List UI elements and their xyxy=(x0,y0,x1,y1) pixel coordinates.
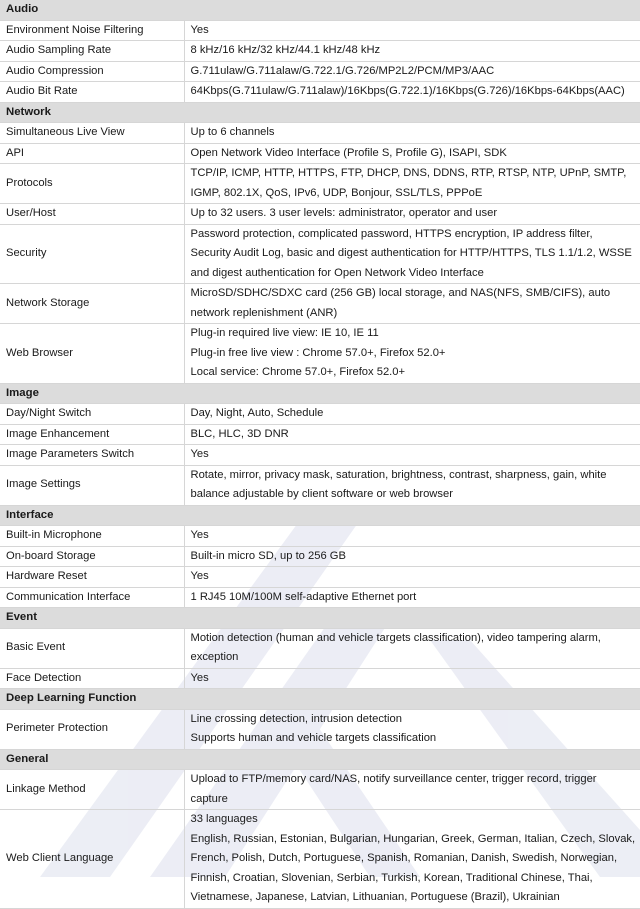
row-value-line: Password protection, complicated password, HTTPS encryption, IP address filter, xyxy=(191,225,640,245)
row-value-line: Day, Night, Auto, Schedule xyxy=(191,404,640,424)
row-value-line: Up to 32 users. 3 user levels: administrator, operator and user xyxy=(191,204,640,224)
row-value-line: G.711ulaw/G.711alaw/G.722.1/G.726/MP2L2/PCM/MP3/AAC xyxy=(191,62,640,82)
row-value xyxy=(184,628,640,668)
row-value xyxy=(184,404,640,425)
row-value-line: Finnish, Croatian, Slovenian, Serbian, Turkish, Korean, Traditional Chinese, Thai, xyxy=(191,869,640,889)
table-row xyxy=(0,445,640,466)
row-value xyxy=(184,82,640,103)
row-value-line: capture xyxy=(191,790,640,810)
row-value xyxy=(184,810,640,909)
row-label: Image Enhancement xyxy=(0,424,184,445)
row-value-line: Security Audit Log, basic and digest authentication for HTTP/HTTPS, TLS 1.1/1.2, WSSE xyxy=(191,244,640,264)
row-label: Perimeter Protection xyxy=(0,709,184,749)
row-value xyxy=(184,204,640,225)
table-row xyxy=(0,709,640,749)
row-value-line: Supports human and vehicle targets classification xyxy=(191,729,640,749)
table-row xyxy=(0,224,640,284)
row-value xyxy=(184,465,640,505)
section-header-row xyxy=(0,102,640,123)
section-title: Interface xyxy=(0,505,640,526)
row-value-line: 8 kHz/16 kHz/32 kHz/44.1 kHz/48 kHz xyxy=(191,41,640,61)
row-value xyxy=(184,164,640,204)
row-value-line: MicroSD/SDHC/SDXC card (256 GB) local storage, and NAS(NFS, SMB/CIFS), auto xyxy=(191,284,640,304)
row-value-line: exception xyxy=(191,648,640,668)
section-header-row xyxy=(0,689,640,710)
row-value xyxy=(184,668,640,689)
row-value-line: Motion detection (human and vehicle targets classification), video tampering alarm, xyxy=(191,629,640,649)
row-value xyxy=(184,224,640,284)
row-value-line: Local service: Chrome 57.0+, Firefox 52.0+ xyxy=(191,363,640,383)
section-title: Network xyxy=(0,102,640,123)
row-value xyxy=(184,424,640,445)
table-row xyxy=(0,61,640,82)
row-value xyxy=(184,61,640,82)
table-row xyxy=(0,810,640,909)
row-value-line: English, Russian, Estonian, Bulgarian, Hungarian, Greek, German, Italian, Czech, Slovak, xyxy=(191,830,640,850)
row-label: Image Parameters Switch xyxy=(0,445,184,466)
row-value xyxy=(184,526,640,547)
row-label: API xyxy=(0,143,184,164)
row-value-line: Upload to FTP/memory card/NAS, notify surveillance center, trigger record, trigger xyxy=(191,770,640,790)
row-value-line: IGMP, 802.1X, QoS, IPv6, UDP, Bonjour, SSL/TLS, PPPoE xyxy=(191,184,640,204)
table-row xyxy=(0,143,640,164)
table-row xyxy=(0,41,640,62)
row-value-line: Rotate, mirror, privacy mask, saturation, brightness, contrast, sharpness, gain, white xyxy=(191,466,640,486)
row-value-line: BLC, HLC, 3D DNR xyxy=(191,425,640,445)
row-label: Communication Interface xyxy=(0,587,184,608)
row-value xyxy=(184,770,640,810)
table-row xyxy=(0,20,640,41)
table-row xyxy=(0,204,640,225)
row-value-line: 64Kbps(G.711ulaw/G.711alaw)/16Kbps(G.722.1)/16Kbps(G.726)/16Kbps-64Kbps(AAC) xyxy=(191,82,640,102)
row-value-line: Plug-in required live view: IE 10, IE 11 xyxy=(191,324,640,344)
row-value xyxy=(184,324,640,384)
row-value-line: Plug-in free live view : Chrome 57.0+, Firefox 52.0+ xyxy=(191,344,640,364)
row-label: Day/Night Switch xyxy=(0,404,184,425)
row-label: Environment Noise Filtering xyxy=(0,20,184,41)
row-label: Hardware Reset xyxy=(0,567,184,588)
row-value xyxy=(184,143,640,164)
row-label: Protocols xyxy=(0,164,184,204)
row-label: Audio Bit Rate xyxy=(0,82,184,103)
row-value xyxy=(184,546,640,567)
row-value-line: Up to 6 channels xyxy=(191,123,640,143)
section-header-row xyxy=(0,608,640,629)
section-title: Audio xyxy=(0,0,640,20)
table-row xyxy=(0,284,640,324)
table-row xyxy=(0,770,640,810)
row-label: Security xyxy=(0,224,184,284)
table-row xyxy=(0,546,640,567)
table-row xyxy=(0,567,640,588)
section-header-row xyxy=(0,0,640,20)
section-header-row xyxy=(0,383,640,404)
row-value-line: network replenishment (ANR) xyxy=(191,304,640,324)
section-header-row xyxy=(0,749,640,770)
row-label: Simultaneous Live View xyxy=(0,123,184,144)
row-value xyxy=(184,709,640,749)
row-value-line: TCP/IP, ICMP, HTTP, HTTPS, FTP, DHCP, DNS, DDNS, RTP, RTSP, NTP, UPnP, SMTP, xyxy=(191,164,640,184)
section-title: Event xyxy=(0,608,640,629)
row-value-line: Yes xyxy=(191,669,640,689)
row-value-line: 1 RJ45 10M/100M self-adaptive Ethernet port xyxy=(191,588,640,608)
table-row xyxy=(0,123,640,144)
row-label: Face Detection xyxy=(0,668,184,689)
row-value-line: Yes xyxy=(191,567,640,587)
section-title: Image xyxy=(0,383,640,404)
row-value-line: balance adjustable by client software or web browser xyxy=(191,485,640,505)
table-row xyxy=(0,628,640,668)
table-row xyxy=(0,668,640,689)
row-label: Audio Sampling Rate xyxy=(0,41,184,62)
section-title: General xyxy=(0,749,640,770)
row-value-line: Yes xyxy=(191,526,640,546)
table-row xyxy=(0,82,640,103)
row-value-line: Vietnamese, Japanese, Latvian, Lithuanian, Portuguese (Brazil), Ukrainian xyxy=(191,888,640,908)
row-label: Network Storage xyxy=(0,284,184,324)
row-value-line: Yes xyxy=(191,21,640,41)
row-label: Image Settings xyxy=(0,465,184,505)
row-label: User/Host xyxy=(0,204,184,225)
row-label: Linkage Method xyxy=(0,770,184,810)
row-value xyxy=(184,445,640,466)
row-label: Audio Compression xyxy=(0,61,184,82)
row-label: On-board Storage xyxy=(0,546,184,567)
row-value-line: Built-in micro SD, up to 256 GB xyxy=(191,547,640,567)
row-label: Built-in Microphone xyxy=(0,526,184,547)
section-title: Deep Learning Function xyxy=(0,689,640,710)
row-value xyxy=(184,123,640,144)
row-label: Web Client Language xyxy=(0,810,184,909)
row-value xyxy=(184,567,640,588)
table-row xyxy=(0,424,640,445)
row-value-line: French, Polish, Dutch, Portuguese, Spanish, Romanian, Danish, Swedish, Norwegian, xyxy=(191,849,640,869)
row-value-line: and digest authentication for Open Network Video Interface xyxy=(191,264,640,284)
row-label: Web Browser xyxy=(0,324,184,384)
table-row xyxy=(0,164,640,204)
row-value-line: Yes xyxy=(191,445,640,465)
row-value xyxy=(184,41,640,62)
row-value xyxy=(184,587,640,608)
row-value xyxy=(184,284,640,324)
table-row xyxy=(0,324,640,384)
row-value xyxy=(184,20,640,41)
row-label: Basic Event xyxy=(0,628,184,668)
section-header-row xyxy=(0,505,640,526)
table-row xyxy=(0,526,640,547)
row-value-line: Line crossing detection, intrusion detection xyxy=(191,710,640,730)
table-row xyxy=(0,404,640,425)
table-row xyxy=(0,587,640,608)
table-row xyxy=(0,465,640,505)
row-value-line: Open Network Video Interface (Profile S, Profile G), ISAPI, SDK xyxy=(191,144,640,164)
row-value-line: 33 languages xyxy=(191,810,640,830)
